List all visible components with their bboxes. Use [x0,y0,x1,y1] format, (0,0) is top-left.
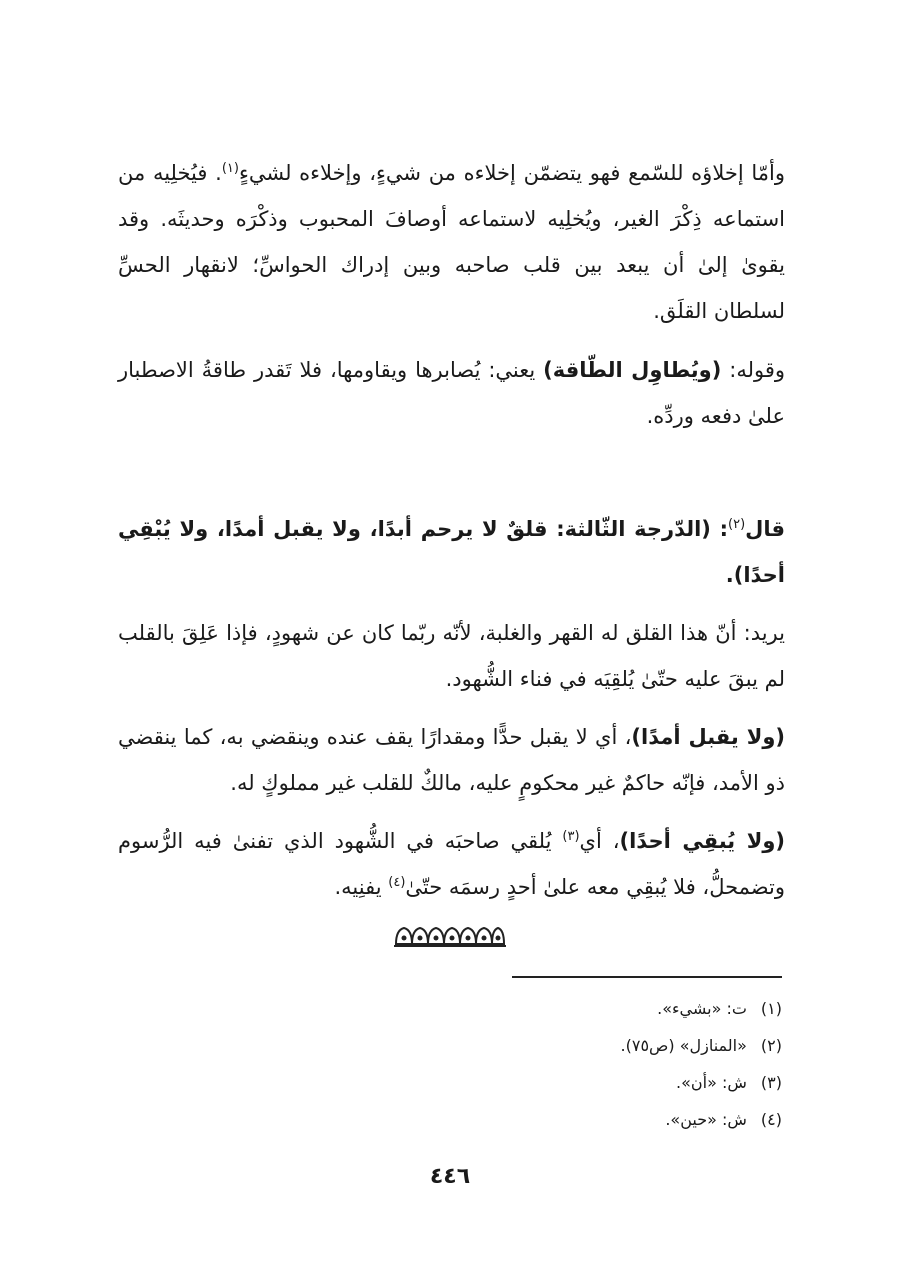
page-number: ٤٤٦ [429,1164,471,1189]
footnote-3-text: ش: «أن». [676,1073,747,1092]
paragraph-1 [118,150,785,334]
footnote-separator [512,976,782,978]
paragraph-6-text-3: يفنِيه. [334,875,389,899]
ornament-divider-icon [392,924,508,948]
footnote-2 [512,1027,782,1064]
footnote-ref-3[interactable]: (٣) [562,829,580,844]
footnote-ref-4[interactable]: (٤) [388,875,406,890]
paragraph-2-text: يعني: يُصابرها ويقاومها، فلا تَقدر طاقةُ الاصطبار علىٰ دفعه وردِّه. [118,358,785,428]
footnote-4-number: (٤) [760,1110,782,1129]
footnote-2-text: «المنازل» (ص٧٥). [620,1036,747,1055]
footnote-3 [512,1064,782,1101]
paragraph-4: يريد: أنّ هذا القلق له القهر والغلبة، لأنّه ربّما كان عن شهودٍ، فإذا عَلِقَ بالقلب لم يبقَ عليه حتّىٰ يُلقِيَه في فناء الشُّهود. [118,621,785,691]
paragraph-1-text: وأمّا إخلاؤه للسّمع فهو يتضمّن إخلاءه من شيءٍ، وإخلاءه لشيءٍ [238,161,785,185]
paragraph-1-text-cont: . فيُخلِيه من استماعه ذِكْرَ الغير، ويُخلِيه لاستماعه أوصافَ المحبوب وذكْرَه وحديثَه. وقد يقوىٰ إلىٰ أن يبعد بين قلب صاحبه وبين إدراك الحواسِّ؛ لانقهار الحسِّ لسلطان القلَق. [118,161,785,323]
paragraph-6-quote: (ولا يُبقِي أحدًا) [619,829,785,853]
footnote-3-number: (٣) [760,1073,782,1092]
footnote-2-number: (٢) [760,1036,782,1055]
paragraph-6 [118,818,785,910]
paragraph-6-text-2: يُلقي صاحبَه في الشُّهود الذي تفنىٰ فيه الرُّسوم وتضمحلُّ، فلا يُبقِي معه علىٰ أحدٍ رسمَه حتّىٰ [118,829,785,899]
footnote-1-text: ت: «بشيء». [657,999,747,1018]
paragraph-2-quote: (ويُطاوِل الطّاقة) [543,358,722,382]
paragraph-3-text: : (الدّرجة الثّالثة: قلقٌ لا يرحم أبدًا، ولا يقبل أمدًا، ولا يُبْقِي أحدًا). [118,517,785,587]
paragraph-2 [118,347,785,439]
paragraph-5 [118,714,785,806]
footnote-1 [512,990,782,1027]
paragraph-5-quote: (ولا يقبل أمدًا) [631,725,786,749]
footnote-4 [512,1101,782,1138]
paragraph-5-text: ، أي لا يقبل حدًّا ومقدارًا يقف عنده وينقضي به، كما ينقضي ذو الأمد، فإنّه حاكمٌ غير محكومٍ عليه، مالكٌ للقلب غير مملوكٍ له. [118,725,785,795]
paragraph-3-qal: قال [745,517,785,541]
paragraph-2-intro: وقوله: [721,358,786,382]
footnotes [512,990,782,1138]
footnote-ref-2[interactable]: (٢) [728,517,746,532]
paragraph-3 [118,506,785,598]
footnote-ref-1[interactable]: (١) [221,161,239,176]
footnote-4-text: ش: «حين». [665,1110,747,1129]
paragraph-6-text-1: ، أي [579,829,620,853]
footnote-1-number: (١) [760,999,782,1018]
